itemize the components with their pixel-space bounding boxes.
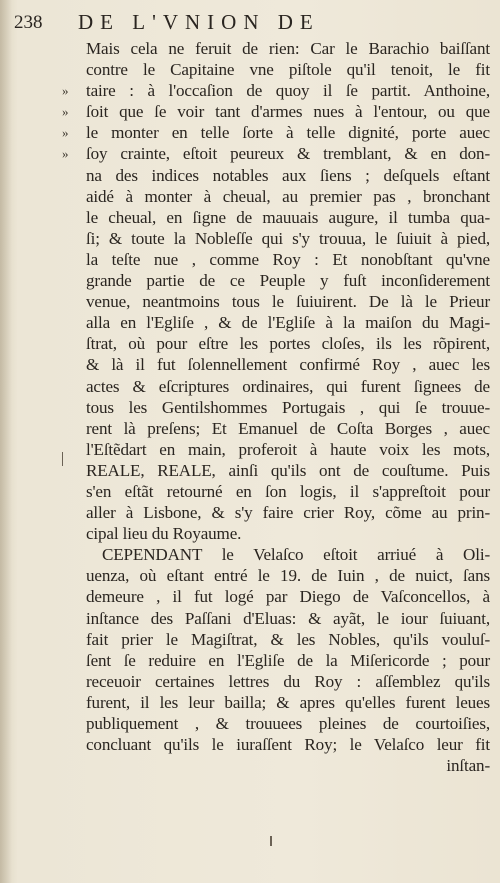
- text-line: [86, 460, 490, 481]
- text-line-content: REALE, REALE, ainſi qu'ils ont de couſtume. Puis: [86, 460, 490, 480]
- text-line-content: la teſte nue , comme Roy : Et nonobſtant qu'vne: [86, 249, 490, 269]
- text-line-content: alla en l'Egliſe , & de l'Egliſe à la maiſon du Magi-: [86, 313, 490, 333]
- text-line-content: ſoit que ſe voir tant d'armes nues à l'entour, ou que: [86, 102, 490, 122]
- text-line-content: le cheual, en ſigne de mauuais augure, il tumba qua-: [86, 207, 490, 227]
- text-line: [62, 101, 490, 122]
- text-line-content: furent, il les leur bailla; & apres qu'elles furent leues: [86, 692, 490, 712]
- text-line-content: le monter en telle ſorte à telle dignité, porte auec: [86, 123, 490, 143]
- text-line: [86, 481, 490, 502]
- text-line: [86, 228, 490, 249]
- running-title: DE L'VNION DE: [78, 10, 320, 34]
- text-line-content: CEPENDANT le Velaſco eſtoit arriué à Oli-: [102, 545, 490, 565]
- text-line: [86, 608, 490, 629]
- text-line-content: ſoy crainte, eſtoit peureux & tremblant, & en don-: [86, 144, 490, 164]
- text-line-content: inſtan-: [446, 756, 490, 776]
- catchword: [86, 755, 490, 776]
- text-line-content: uenza, où eſtant entré le 19. de Iuin , de nuict, ſans: [86, 566, 490, 586]
- text-line: [86, 713, 490, 734]
- text-line: [86, 186, 490, 207]
- text-line-content: rent là preſens; Et Emanuel de Coſta Borges , auec: [86, 418, 490, 438]
- text-line-content: cipal lieu du Royaume.: [86, 524, 242, 544]
- text-line-content: contre le Capitaine vne piſtole qu'il tenoit, le fit: [86, 60, 490, 80]
- marginal-quote-mark: »: [62, 104, 69, 120]
- text-line-content: taire : à l'occaſion de quoy il ſe partit. Anthoine,: [86, 81, 490, 101]
- text-line: [86, 354, 490, 375]
- body-text: [62, 38, 490, 776]
- text-line: [86, 59, 490, 80]
- text-line-content: ſent ſe reduire en l'Egliſe de la Miſericorde ; pour: [86, 650, 490, 670]
- marginal-quote-mark: »: [62, 83, 69, 99]
- page-header: [14, 10, 492, 36]
- page-blemish: [270, 836, 272, 846]
- marginal-quote-mark: »: [62, 146, 69, 162]
- text-line: [62, 122, 490, 143]
- text-line-content: inſtance des Paſſani d'Eluas: & ayãt, le iour ſuiuant,: [86, 608, 490, 628]
- page-number: 238: [14, 12, 43, 33]
- text-line: [86, 734, 490, 755]
- text-line-content: ſi; & toute la Nobleſſe qui s'y trouua, le ſuiuit à pied,: [86, 228, 490, 248]
- margin-mark: [62, 452, 63, 466]
- text-line: [86, 502, 490, 523]
- text-line-content: grande partie de ce Peuple y fuſt inconſiderement: [86, 271, 490, 291]
- text-line: [86, 544, 490, 565]
- text-line-content: venue, neantmoins tous le ſuiuirent. De là le Prieur: [86, 292, 490, 312]
- text-line: [86, 291, 490, 312]
- text-line-content: fait prier le Magiſtrat, & les Nobles, qu'ils vouluſ-: [86, 629, 490, 649]
- text-line: [86, 165, 490, 186]
- text-line: [86, 418, 490, 439]
- text-line-content: publiquement , & trouuees pleines de courtoiſies,: [86, 714, 490, 733]
- text-line: [62, 143, 490, 164]
- text-line: [86, 523, 490, 544]
- text-line: [86, 629, 490, 650]
- text-line: [86, 439, 490, 460]
- text-line-content: l'Eſtẽdart en main, proferoit à haute voix les mots,: [86, 439, 490, 459]
- text-line: [86, 38, 490, 59]
- text-line-content: receuoir certaines lettres du Roy : aſſemblez qu'ils: [86, 671, 490, 691]
- text-line-content: s'en eſtãt retourné en ſon logis, il s'appreſtoit pour: [86, 481, 490, 501]
- text-line: [86, 249, 490, 270]
- text-line: [86, 671, 490, 692]
- text-line-content: Mais cela ne feruit de rien: Car le Barachio baiſſant: [86, 39, 490, 58]
- gutter-shadow: [0, 0, 12, 883]
- text-line-content: ſtrat, où pour eſtre les portes cloſes, ils les rõpirent,: [86, 334, 490, 354]
- text-line: [86, 312, 490, 333]
- text-line-content: demeure , il fut logé par Diego de Vaſconcellos, à: [86, 587, 490, 607]
- text-line-content: concluant qu'ils le iuraſſent Roy; le Velaſco leur fit: [86, 735, 490, 755]
- text-line: [86, 207, 490, 228]
- text-line-content: aller à Lisbone, & s'y faire crier Roy, cõme au prin-: [86, 503, 490, 523]
- marginal-quote-mark: »: [62, 125, 69, 141]
- text-line-content: & là il fut ſolennellement confirmé Roy , auec les: [86, 355, 490, 375]
- text-line-content: aidé à monter à cheual, au premier pas , bronchant: [86, 186, 490, 206]
- text-line: [86, 650, 490, 671]
- text-line: [86, 397, 490, 418]
- text-line-content: actes & eſcriptures ordinaires, qui furent ſignees de: [86, 376, 490, 396]
- text-line: [86, 565, 490, 586]
- text-line: [86, 376, 490, 397]
- text-line: [86, 692, 490, 713]
- text-line-content: tous les Gentilshommes Portugais , qui ſe trouue-: [86, 397, 490, 417]
- text-line: [86, 270, 490, 291]
- text-line: [86, 586, 490, 607]
- text-line-content: na des indices notables aux ſiens ; deſquels eſtant: [86, 165, 490, 185]
- text-line: [62, 80, 490, 101]
- text-line: [86, 333, 490, 354]
